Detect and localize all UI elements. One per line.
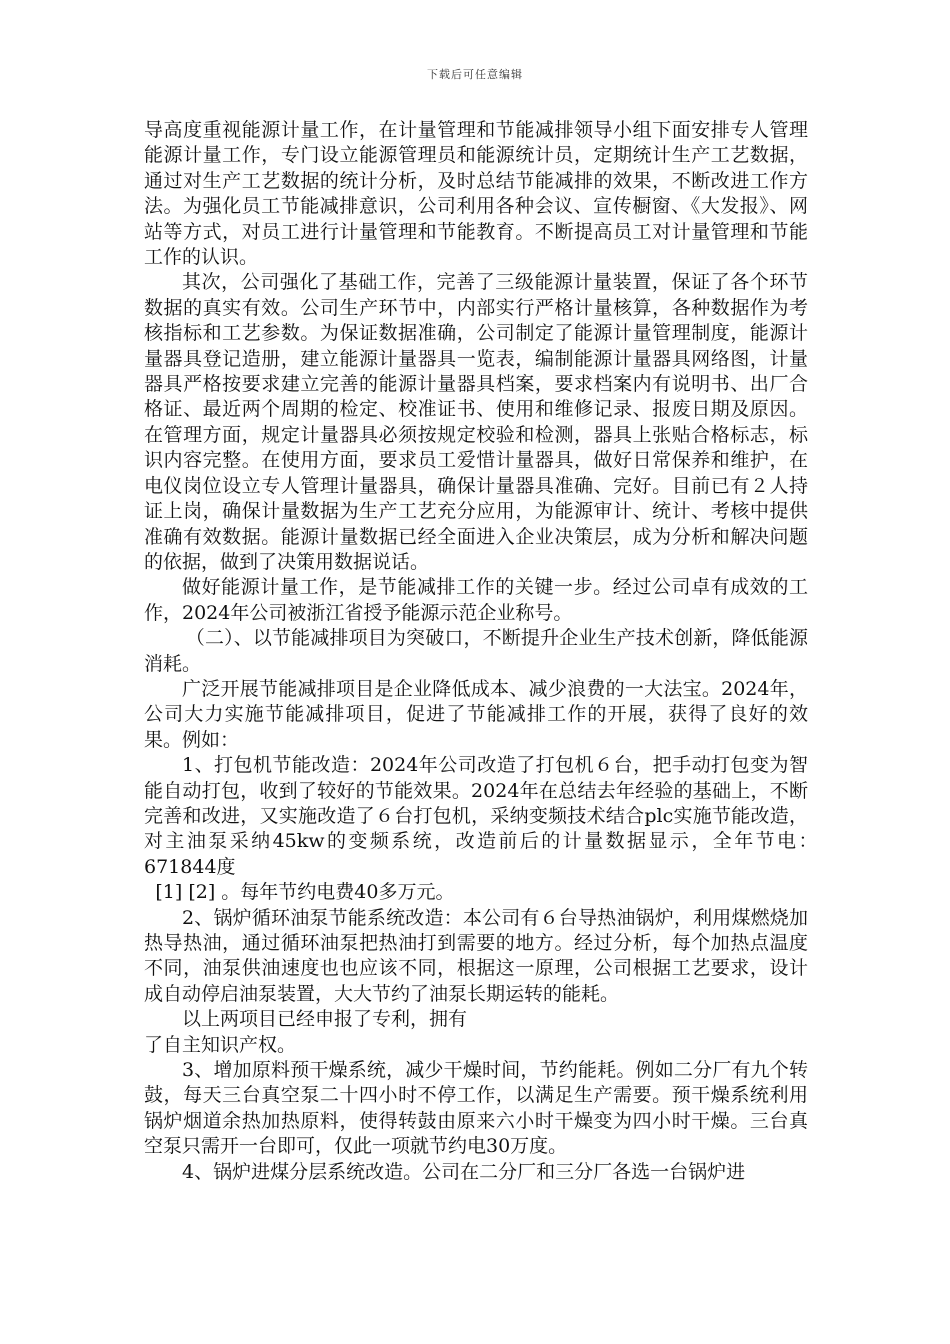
paragraph-key-step: 做好能源计量工作，是节能减排工作的关键一步。经过公司卓有成效的工作，2024年公司被浙江省授予能源示范企业称号。: [144, 576, 808, 624]
page-header-note: 下载后可任意编辑: [427, 68, 523, 81]
paragraph-boiler-pump: 2、锅炉循环油泵节能系统改造：本公司有６台导热油锅炉，利用煤燃烧加热导热油，通过循环油泵把热油打到需要的地方。经过分析，每个加热点温度不同，油泵供油速度也也应该不同，根据这一原理，公司根据工艺要求，设计成自动停启油泵装置，大大节约了油泵长期运转的能耗。: [144, 906, 808, 1005]
paragraph-baler-retrofit: 1、打包机节能改造：2024年公司改造了打包机６台，把手动打包变为智能自动打包，收到了较好的节能效果。2024年在总结去年经验的基础上，不断完善和改进，又实施改造了６台打包机，采纳变频技术结合plc实施节能改造，对主油泵采纳45kw的变频系统，改造前后的计量数据显示，全年节电： 671844度: [144, 754, 828, 878]
paragraph-basic-work: 其次，公司强化了基础工作，完善了三级能源计量装置，保证了各个环节数据的真实有效。公司生产环节中，内部实行严格计量核算，各种数据作为考核指标和工艺参数。为保证数据准确，公司制定了能源计量管理制度，能源计量器具登记造册，建立能源计量器具一览表，编制能源计量器具网络图，计量器具严格按要求建立完善的能源计量器具档案，要求档案内有说明书、出厂合格证、最近两个周期的检定、校准证书、使用和维修记录、报废日期及原因。在管理方面，规定计量器具必须按规定校验和检测，器具上张贴合格标志，标识内容完整。在使用方面，要求员工爱惜计量器具，做好日常保养和维护，在电仪岗位设立专人管理计量器具，确保计量器具准确、完好。目前已有２人持证上岗，确保计量数据为生产工艺充分应用，为能源审计、统计、考核中提供准确有效数据。能源计量数据已经全面进入企业决策层，成为分析和解决问题的依据，做到了决策用数据说话。: [144, 271, 808, 573]
paragraph-energy-management: 导高度重视能源计量工作，在计量管理和节能减排领导小组下面安排专人管理能源计量工作，专门设立能源管理员和能源统计员，定期统计生产工艺数据，通过对生产工艺数据的统计分析，及时总结节能减排的效果，不断改进工作方法。为强化员工节能减排意识，公司利用各种会议、宣传橱窗、《大发报》、网站等方式，对员工进行计量管理和节能教育。不断提高员工对计量管理和节能工作的认识。: [144, 119, 808, 269]
paragraph-references-savings: [1] [2] 。每年节约电费40多万元。: [155, 881, 455, 904]
document-body: [144, 118, 828, 1185]
section-heading-two: （二）、以节能减排项目为突破口，不断提升企业生产技术创新，降低能源消耗。: [144, 627, 808, 675]
paragraph-patent-line1: 以上两项目已经申报了专利，拥有: [182, 1008, 468, 1031]
paragraph-patent-line2: 了自主知识产权。: [144, 1033, 297, 1056]
paragraph-coal-layering: 4、锅炉进煤分层系统改造。公司在二分厂和三分厂各选一台锅炉进: [182, 1160, 746, 1183]
paragraph-predrying: 3、增加原料预干燥系统，减少干燥时间，节约能耗。例如二分厂有九个转鼓，每天三台真空泵二十四小时不停工作，以满足生产需要。预干燥系统利用锅炉烟道余热加热原料，使得转鼓由原来六小时干燥变为四小时干燥。三台真空泵只需开一台即可，仅此一项就节约电30万度。: [144, 1059, 808, 1158]
paragraph-projects-intro: 广泛开展节能减排项目是企业降低成本、减少浪费的一大法宝。2024年，公司大力实施节能减排项目，促进了节能减排工作的开展，获得了良好的效果。例如：: [144, 677, 808, 751]
